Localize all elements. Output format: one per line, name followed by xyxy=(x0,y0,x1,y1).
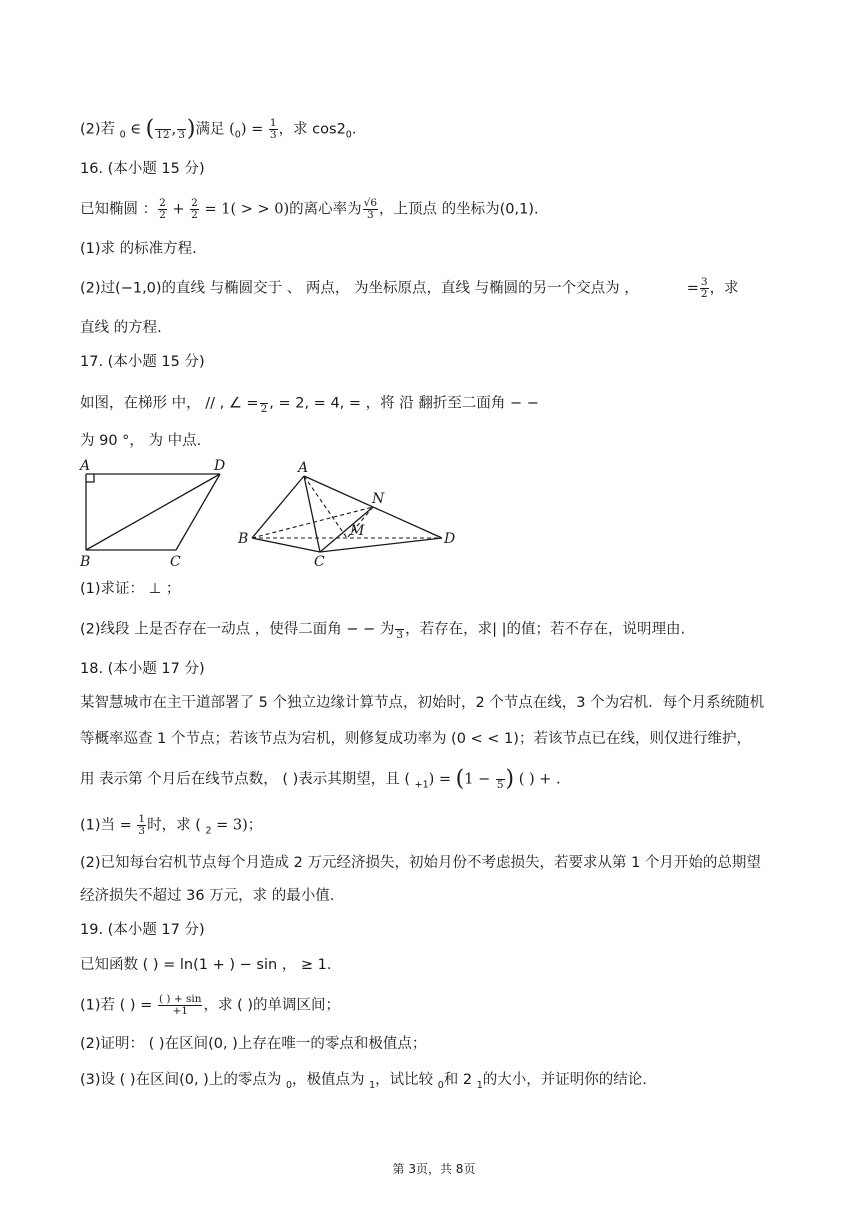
fraction: $\frac{2}{2}$ xyxy=(159,197,166,221)
pyramid-figure xyxy=(232,456,472,571)
q19-stem: 已知函数 ( ) = ln(1 + ) − sin ， ≥ 1. xyxy=(80,957,332,973)
fraction: 12 xyxy=(155,118,170,141)
fig2-label-M: M xyxy=(350,523,365,539)
q15-part2: (2)若 $_0$ ∈ ( 12 , 3 )满足 $(_0)$ = $\frac{1}{3}$ ，求 $\cos 2_0$. xyxy=(80,116,357,142)
q16-part2: (2)过(−1,0)的直线 与椭圆交于 、 两点， 为坐标原点，直线 与椭圆的另一个交点为 ， = $\frac{3}{2}$ ，求 xyxy=(80,276,739,300)
q16-part1: (1)求 的标准方程. xyxy=(80,241,197,257)
q19-part1: (1)若 ( ) = $\frac{( ) + \sin}{+1}$ ，求 ( )的单调区间； xyxy=(80,993,341,1017)
q17-stem: 如图，在梯形 中， // , ∠ = 2 , = 2, = 4, = ，将 沿 翻折至二面角 − − xyxy=(80,392,792,415)
q18-part1: (1)当 = $\frac{1}{3}$ 时，求 ( $_2$ = 3)； xyxy=(80,813,263,837)
q17-stem-cont: 为 90 °， 为 中点. xyxy=(80,433,202,449)
fig1-label-A: A xyxy=(80,458,91,474)
q17-title: 17. (本小题 15 分) xyxy=(80,354,205,370)
q18-title: 18. (本小题 17 分) xyxy=(80,661,205,677)
q16-title: 16. (本小题 15 分) xyxy=(80,161,205,177)
fraction: $\frac{√6}{3}$ xyxy=(363,197,377,221)
fig2-label-N: N xyxy=(372,491,385,507)
fraction: $\frac{1}{3}$ xyxy=(138,813,146,837)
fraction: $\frac{3}{2}$ xyxy=(700,276,708,300)
q17-part1: (1)求证： ⊥ ； xyxy=(80,581,181,597)
fig1-label-D: D xyxy=(214,458,226,474)
q18-stem-line1: 某智慧城市在主干道部署了 5 个独立边缘计算节点，初始时，2 个节点在线，3 个为宕机．每个月系统随机 xyxy=(80,695,765,711)
fraction: 2 xyxy=(260,392,269,415)
q19-part3: (3)设 ( )在区间(0, )上的零点为 $_0$，极值点为 $_1$，试比较 $_0$和 2 $_1$的大小，并证明你的结论. xyxy=(80,1072,647,1091)
trapezoid-figure xyxy=(74,456,244,571)
q19-title: 19. (本小题 17 分) xyxy=(80,922,205,938)
fraction: 3 xyxy=(177,118,186,141)
page-footer: 第 3页，共 8页 xyxy=(392,1162,476,1176)
fig2-label-B: B xyxy=(238,531,249,547)
fraction: $\frac{1}{3}$ xyxy=(269,117,277,141)
fraction: $\frac{( ) + \sin}{+1}$ xyxy=(158,993,202,1017)
q18-part2-line2: 经济损失不超过 36 万元，求 的最小值. xyxy=(80,888,335,904)
fig1-label-C: C xyxy=(170,554,181,570)
q16-stem: 已知椭圆 ： $\frac{2}{2}$ + $\frac{2}{2}$ = 1( > > 0)的离心率为 $\frac{√6}{3}$ ，上顶点 的坐标为(0,1). xyxy=(80,197,539,221)
fraction: $\frac{2}{2}$ xyxy=(191,197,198,221)
q18-part2-line1: (2)已知每台宕机节点每个月造成 2 万元经济损失，初始月份不考虑损失，若要求从第 1 个月开始的总期望 xyxy=(80,855,761,871)
q18-stem-line3: 用 表示第 个月后在线节点数， ( )表示其期望，且 ( $_{+1}$) = (1 − 5 ) ( ) + . xyxy=(80,766,561,792)
fig2-label-A: A xyxy=(298,460,309,476)
q19-part2: (2)证明： ( )在区间(0, )上存在唯一的零点和极值点； xyxy=(80,1036,427,1052)
q18-stem-line2: 等概率巡查 1 个节点；若该节点为宕机，则修复成功率为 (0 < < 1)；若该节点已在线，则仅进行维护， xyxy=(80,731,751,747)
fraction: 3 xyxy=(395,618,404,641)
q16-part2-cont: 直线 的方程. xyxy=(80,320,162,336)
fig2-label-C: C xyxy=(314,554,325,570)
fraction: 5 xyxy=(496,768,505,791)
fig1-label-B: B xyxy=(80,554,91,570)
q17-part2: (2)线段 上是否存在一动点 ，使得二面角 − − 为 3 ，若存在，求| |的值；若不存在，说明理由. xyxy=(80,618,792,641)
fig2-label-D: D xyxy=(444,531,456,547)
